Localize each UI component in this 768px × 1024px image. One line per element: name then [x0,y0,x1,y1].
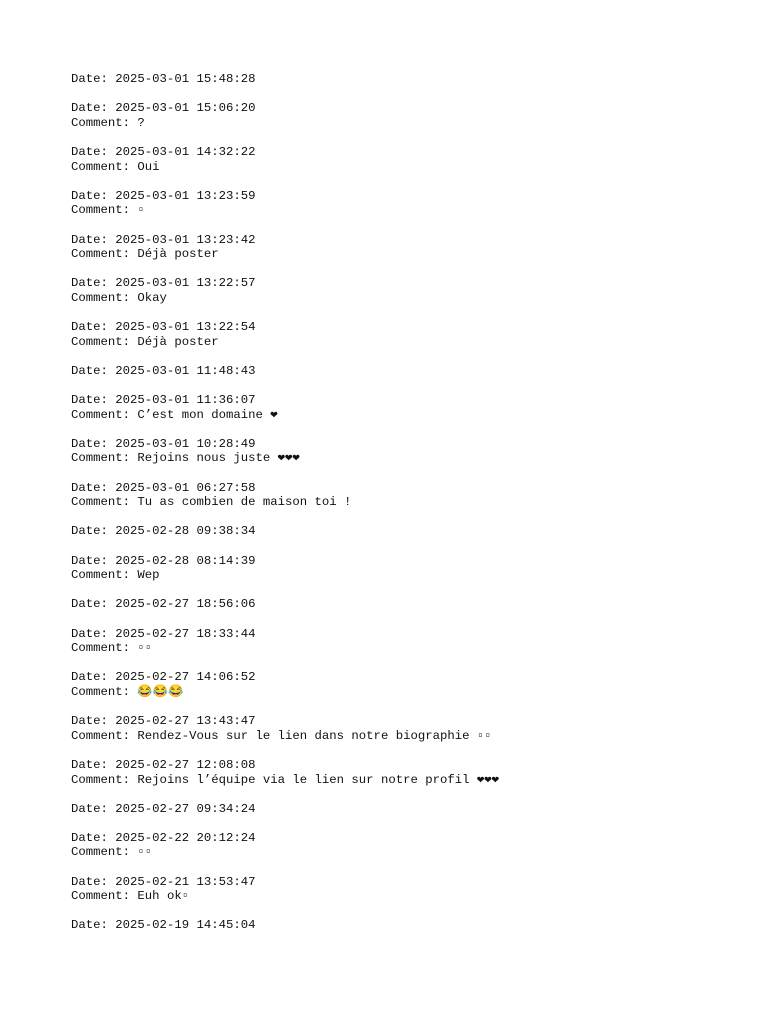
comment-line [71,408,748,423]
date-label: Date: [71,72,116,86]
date-value: 2025-02-27 18:56:06 [115,597,256,612]
date-label: Date: [71,363,116,378]
comment-text: Rejoins l’équipe via le lien sur notre profil ❤❤❤ [137,772,500,787]
date-label: Date: [71,480,116,495]
comment-label: Comment: [71,684,138,699]
date-value: 2025-03-01 15:06:20 [115,101,256,116]
log-entry [71,189,748,218]
date-label: Date: [71,524,116,539]
date-value: 2025-02-27 09:34:24 [115,801,256,816]
comment-label: Comment: [71,772,138,787]
date-line [71,101,748,116]
date-value: 2025-03-01 11:36:07 [115,393,256,408]
date-line [71,758,748,773]
date-value: 2025-03-01 13:22:57 [115,276,256,291]
date-label: Date: [71,918,116,933]
comment-text: Oui [137,159,160,174]
date-line [71,364,748,379]
comment-text: ▫▫ [137,641,153,656]
comment-line [71,685,748,700]
date-value: 2025-03-01 13:22:54 [115,320,256,335]
comment-label: Comment: [71,728,138,743]
comment-text: ▫▫ [137,845,153,860]
log-entry [71,233,748,262]
date-label: Date: [71,714,116,729]
comment-label: Comment: [71,495,138,510]
comment-text: ▫ [137,203,145,218]
date-line [71,831,748,846]
date-line [71,918,748,933]
log-entry [71,72,748,87]
date-line [71,189,748,204]
date-line [71,554,748,569]
date-label: Date: [71,232,116,247]
entry-list [71,72,748,933]
date-label: Date: [71,597,116,612]
log-entry [71,481,748,510]
date-value: 2025-02-27 14:06:52 [115,670,256,685]
date-value: 2025-02-28 09:38:34 [115,524,256,539]
date-label: Date: [71,188,116,203]
comment-label: Comment: [71,641,138,656]
comment-line [71,335,748,350]
date-value: 2025-02-22 20:12:24 [115,830,256,845]
date-label: Date: [71,101,116,116]
date-value: 2025-02-27 12:08:08 [115,757,256,772]
date-line [71,524,748,539]
date-label: Date: [71,436,116,451]
date-value: 2025-03-01 15:48:28 [115,72,256,86]
comment-line [71,845,748,860]
comment-label: Comment: [71,247,138,262]
date-line [71,802,748,817]
comment-text: Déjà poster [137,247,219,262]
date-label: Date: [71,553,116,568]
log-entry [71,802,748,817]
log-entry [71,597,748,612]
comment-label: Comment: [71,159,138,174]
comment-line [71,729,748,744]
date-line [71,145,748,160]
date-line [71,627,748,642]
comment-text: Déjà poster [137,334,219,349]
date-line [71,393,748,408]
comment-line [71,116,748,131]
comment-label: Comment: [71,290,138,305]
comment-text: Tu as combien de maison toi ! [137,495,352,510]
comment-line [71,641,748,656]
comment-line [71,495,748,510]
log-entry [71,714,748,743]
date-value: 2025-02-27 18:33:44 [115,626,256,641]
date-line [71,714,748,729]
log-entry [71,875,748,904]
comment-text: 😂😂😂 [137,684,184,699]
date-value: 2025-02-21 13:53:47 [115,874,256,889]
log-entry [71,145,748,174]
log-entry [71,101,748,130]
date-value: 2025-02-19 14:45:04 [115,918,256,933]
date-value: 2025-03-01 13:23:59 [115,188,256,203]
date-line [71,276,748,291]
comment-label: Comment: [71,203,138,218]
log-entry [71,627,748,656]
date-label: Date: [71,830,116,845]
comment-text: Wep [137,568,160,583]
log-entry [71,364,748,379]
log-entry [71,670,748,699]
date-value: 2025-03-01 06:27:58 [115,480,256,495]
comment-text: Euh ok▫ [137,889,190,904]
date-value: 2025-03-01 11:48:43 [115,363,256,378]
date-label: Date: [71,801,116,816]
date-value: 2025-02-28 08:14:39 [115,553,256,568]
comment-label: Comment: [71,889,138,904]
log-entry [71,393,748,422]
comment-label: Comment: [71,115,138,130]
date-line [71,72,748,87]
date-value: 2025-03-01 10:28:49 [115,436,256,451]
date-line [71,670,748,685]
date-label: Date: [71,626,116,641]
comment-line [71,203,748,218]
log-entry [71,524,748,539]
comment-text: Rejoins nous juste ❤❤❤ [137,451,300,466]
log-entry [71,554,748,583]
comment-text: Rendez-Vous sur le lien dans notre biographie ▫▫ [137,728,492,743]
log-entry [71,831,748,860]
date-label: Date: [71,757,116,772]
comment-text: Okay [137,290,167,305]
date-line [71,597,748,612]
comment-text: C’est mon domaine ❤ [137,407,278,422]
date-line [71,481,748,496]
comment-label: Comment: [71,407,138,422]
date-label: Date: [71,670,116,685]
date-line [71,875,748,890]
date-label: Date: [71,144,116,159]
comment-log [71,72,748,948]
date-label: Date: [71,320,116,335]
log-entry [71,758,748,787]
comment-line [71,291,748,306]
date-value: 2025-03-01 13:23:42 [115,232,256,247]
comment-line [71,889,748,904]
comment-label: Comment: [71,451,138,466]
comment-line [71,773,748,788]
comment-line [71,568,748,583]
date-label: Date: [71,874,116,889]
comment-label: Comment: [71,334,138,349]
date-label: Date: [71,276,116,291]
log-entry [71,276,748,305]
comment-label: Comment: [71,568,138,583]
date-line [71,437,748,452]
comment-text: ? [137,115,145,130]
comment-label: Comment: [71,845,138,860]
comment-line [71,451,748,466]
comment-line [71,247,748,262]
date-value: 2025-02-27 13:43:47 [115,714,256,729]
log-entry [71,320,748,349]
comment-line [71,160,748,175]
log-entry [71,918,748,933]
log-entry [71,437,748,466]
date-line [71,233,748,248]
date-label: Date: [71,393,116,408]
date-value: 2025-03-01 14:32:22 [115,144,256,159]
date-line [71,320,748,335]
